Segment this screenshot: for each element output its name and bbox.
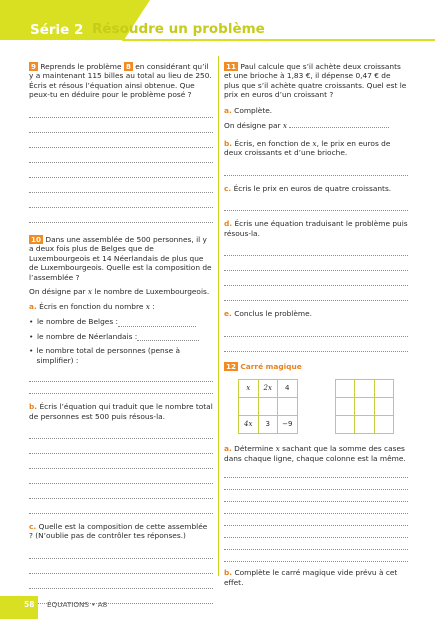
question-b xyxy=(224,568,408,587)
question-c xyxy=(29,522,213,541)
grid-cell[interactable] xyxy=(239,398,259,416)
exercise-number: 10 xyxy=(31,234,42,244)
answer-line[interactable] xyxy=(29,424,213,439)
answer-line[interactable] xyxy=(224,490,408,502)
grid-cell[interactable] xyxy=(335,380,355,398)
page-title: Résoudre un problème xyxy=(92,21,265,37)
question-label: a. xyxy=(224,105,232,115)
exercise-10 xyxy=(29,235,213,604)
text: Écris une équation traduisant le problème puis résous-la. xyxy=(224,219,408,238)
answer-line[interactable] xyxy=(224,502,408,514)
right-column xyxy=(224,62,408,593)
text: Quelle est la composition de cette assemblée ? (N’oublie pas de contrôler tes réponses.) xyxy=(29,521,208,541)
question-label: b. xyxy=(224,138,233,148)
exercise-12-title xyxy=(224,362,408,371)
grid-cell: −9 xyxy=(278,416,298,434)
answer-line[interactable] xyxy=(224,514,408,526)
answer-line[interactable] xyxy=(29,103,213,118)
answer-line[interactable] xyxy=(29,133,213,148)
statement-text: Paul calcule que s’il achète deux croissants et une brioche à 1,83 €, il dépense 0,47 € de plus que s’il achète quatre croissants. Quel est le prix en euros d’un croissant ? xyxy=(224,62,407,100)
text: Complète le carré magique vide prévu à cet effet. xyxy=(224,568,398,587)
answer-line[interactable] xyxy=(29,163,213,178)
text: , le prix en euros de deux croissants et d’une brioche. xyxy=(224,138,391,158)
answer-line[interactable] xyxy=(29,208,213,223)
grid-cell: 3 xyxy=(258,416,278,434)
answer-line[interactable] xyxy=(29,193,213,208)
answer-line[interactable] xyxy=(224,337,408,352)
column-divider xyxy=(218,56,219,576)
variable: x xyxy=(87,287,93,297)
answer-field[interactable] xyxy=(118,317,196,326)
grid-cell[interactable] xyxy=(355,398,375,416)
series-label: Série 2 xyxy=(30,22,84,38)
answer-line[interactable] xyxy=(29,178,213,193)
text: Écris en fonction du nombre xyxy=(39,301,144,311)
page-header xyxy=(0,0,435,48)
exercise-12 xyxy=(224,362,408,587)
question-b xyxy=(29,402,213,421)
text: le nombre de Néerlandais : xyxy=(37,331,138,341)
list-item xyxy=(29,346,213,365)
list-item xyxy=(29,332,213,341)
answer-line[interactable] xyxy=(224,550,408,562)
grid-cell[interactable] xyxy=(278,398,298,416)
grid-cell[interactable] xyxy=(258,398,278,416)
exercise-11 xyxy=(224,62,408,352)
grid-cell[interactable] xyxy=(374,416,394,434)
header-rule xyxy=(122,39,435,41)
variable-definition xyxy=(29,287,213,296)
grid-cell: 4x xyxy=(239,416,259,434)
answer-line[interactable] xyxy=(224,256,408,271)
statement-text: Dans une assemblée de 500 personnes, il y a deux fois plus de Belges que de Luxembourgeois et 14 Néerlandais de plus que de Luxembourgeois. Quelle est la composition de l’assemblée ? xyxy=(29,234,212,282)
question-e xyxy=(224,309,408,318)
answer-line[interactable] xyxy=(29,148,213,163)
question-a xyxy=(29,302,213,311)
text: sachant que la somme des cases dans chaque ligne, chaque colonne est la même. xyxy=(224,444,406,463)
answer-line[interactable] xyxy=(224,286,408,301)
answer-field[interactable] xyxy=(137,332,199,341)
answer-line[interactable] xyxy=(29,454,213,469)
answer-line[interactable] xyxy=(224,526,408,538)
exercise-number: 9 xyxy=(31,62,37,71)
variable-definition xyxy=(224,121,408,130)
question-c xyxy=(224,184,408,193)
text: : xyxy=(152,301,155,311)
variable: x xyxy=(282,121,288,131)
grid-cell[interactable] xyxy=(355,380,375,398)
question-b xyxy=(224,139,408,158)
exercise-reference: 8 xyxy=(125,62,131,71)
footer-chapter: ÉQUATIONS • A8 xyxy=(47,600,108,609)
exercise-9-statement xyxy=(29,62,213,100)
grid-cell: 2x xyxy=(258,380,278,398)
text: Écris l’équation qui traduit que le nombre total de personnes est 500 puis résous-la. xyxy=(29,402,213,421)
text: le nombre total de personnes (pense à simplifier) : xyxy=(36,346,181,365)
variable: x xyxy=(275,444,280,454)
text: le nombre de Luxembourgeois. xyxy=(94,287,210,297)
grid-cell[interactable] xyxy=(355,416,375,434)
question-a xyxy=(224,444,408,463)
question-d xyxy=(224,219,408,238)
grid-cell[interactable] xyxy=(335,416,355,434)
exercise-number: 11 xyxy=(226,62,237,71)
bullet-icon: • xyxy=(29,317,34,327)
text: Conclus le problème. xyxy=(234,309,312,319)
left-column xyxy=(29,62,213,610)
variable: x xyxy=(312,138,317,148)
statement-text: Reprends le problème xyxy=(40,62,122,71)
answer-field[interactable] xyxy=(289,127,389,128)
magic-squares xyxy=(238,379,394,434)
grid-cell[interactable] xyxy=(335,398,355,416)
question-a xyxy=(224,106,408,115)
question-label: d. xyxy=(224,219,233,229)
grid-cell[interactable] xyxy=(374,380,394,398)
answer-line[interactable] xyxy=(224,478,408,490)
question-label: a. xyxy=(224,444,232,454)
answer-line[interactable] xyxy=(29,499,213,514)
text: Complète. xyxy=(234,105,273,115)
bullet-icon: • xyxy=(29,346,34,356)
answer-line[interactable] xyxy=(29,382,213,394)
variable: x xyxy=(145,301,150,311)
answer-line[interactable] xyxy=(29,559,213,574)
answer-line[interactable] xyxy=(29,469,213,484)
answer-line[interactable] xyxy=(224,241,408,256)
question-label: c. xyxy=(29,521,37,531)
question-label: a. xyxy=(29,301,37,311)
answer-line[interactable] xyxy=(224,466,408,478)
magic-square-empty xyxy=(335,379,395,434)
bullet-icon: • xyxy=(29,331,34,341)
text: Écris le prix en euros de quatre croissants. xyxy=(233,183,392,193)
exercise-number: 12 xyxy=(226,361,237,371)
statement-text: en considérant qu’il y a maintenant 115 billes au total au lieu de 250. Écris et résous l’équation ainsi obtenue. Que peux-tu en déduire pour le problème posé ? xyxy=(29,62,212,100)
answer-line[interactable] xyxy=(224,271,408,286)
answer-line[interactable] xyxy=(224,196,408,211)
grid-cell[interactable] xyxy=(374,398,394,416)
exercise-title: Carré magique xyxy=(240,361,302,371)
page-number: 58 xyxy=(24,600,35,609)
answer-line[interactable] xyxy=(29,544,213,559)
exercise-9 xyxy=(29,62,213,223)
list-item xyxy=(29,317,213,326)
question-label: e. xyxy=(224,309,232,319)
question-label: b. xyxy=(29,402,38,412)
answer-line[interactable] xyxy=(29,574,213,589)
text: le nombre de Belges : xyxy=(37,317,119,327)
text: On désigne par xyxy=(29,287,86,297)
question-label: b. xyxy=(224,568,233,578)
answer-line[interactable] xyxy=(224,538,408,550)
magic-square-given xyxy=(238,379,298,434)
exercise-10-statement xyxy=(29,235,213,282)
answer-line[interactable] xyxy=(29,370,213,382)
answer-line[interactable] xyxy=(29,484,213,499)
exercise-11-statement xyxy=(224,62,408,100)
question-label: c. xyxy=(224,183,232,193)
answer-line[interactable] xyxy=(29,118,213,133)
answer-line[interactable] xyxy=(224,161,408,176)
text: Écris, en fonction de xyxy=(234,138,311,148)
grid-cell: x xyxy=(239,380,259,398)
answer-line[interactable] xyxy=(224,322,408,337)
text: On désigne par xyxy=(224,121,281,131)
grid-cell: 4 xyxy=(278,380,298,398)
answer-line[interactable] xyxy=(29,439,213,454)
text: Détermine xyxy=(234,444,274,454)
